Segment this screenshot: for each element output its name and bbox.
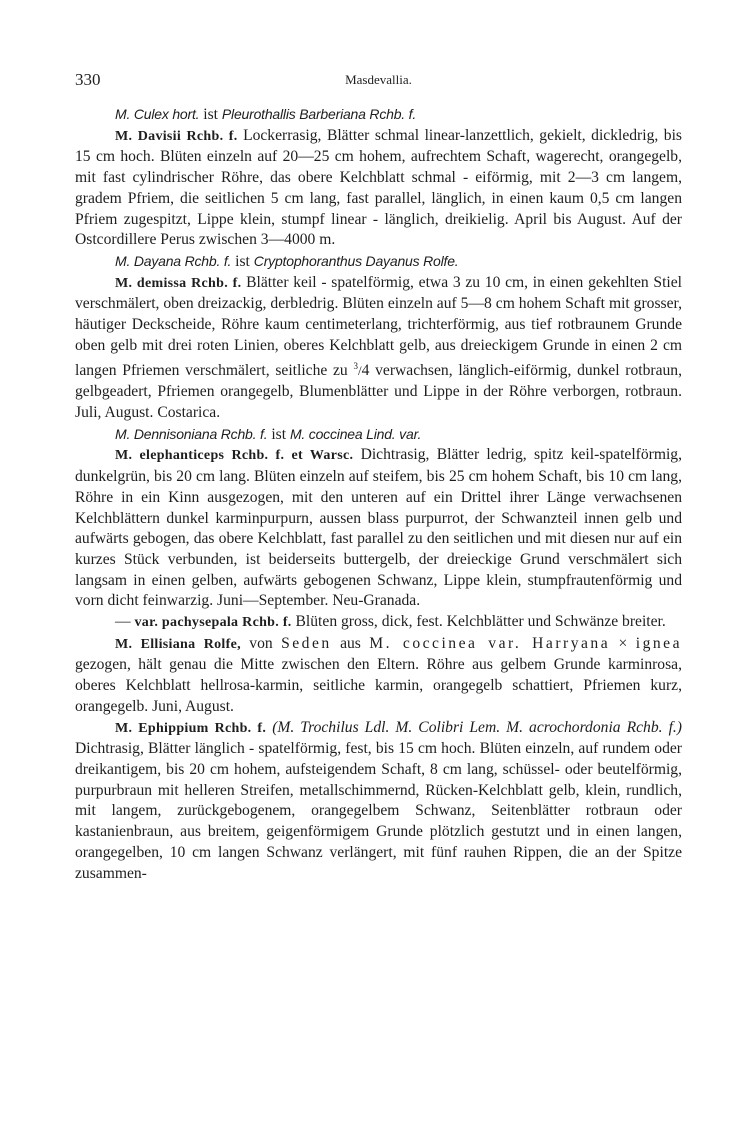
species-name: M. Ellisiana Rolfe, — [115, 636, 241, 652]
running-title: Masdevallia. — [345, 72, 412, 87]
species-description: Lockerrasig, Blätter schmal linear-lanzettlich, gekielt, dickledrig, bis 15 cm hoch. Blüten einzeln auf 20—25 cm hohem, aufrechtem Schaft, wagerecht, orangegelb, mit fast cylindrischer Röhre, das obere Kelchblatt schmal - eiförmig, mit 2—3 cm langem, gradem Pfriem, die seitlichen 5 cm lang, fast parallel, länglich, in einen kaum 0,5 cm langen Pfriem zugespitzt, Lippe klein, stumpf linear - länglich, dreikielig. April bis August. Auf der Ostcordillere Perus zwischen 3—4000 m. — [75, 126, 682, 249]
synonym-name: Cryptophoranthus Dayanus Rolfe. — [253, 252, 459, 269]
variety-description: Blüten gross, dick, fest. Kelchblätter und Schwänze breiter. — [295, 613, 666, 631]
parent-species: M. coccinea var. Harryana — [369, 634, 611, 652]
synonym-name: Pleurothallis Barberiana Rchb. f. — [221, 106, 417, 122]
body-text — [75, 104, 682, 884]
species-name: M. Dayana Rchb. f. — [115, 252, 232, 269]
synonym-name: M. coccinea Lind. var. — [289, 425, 422, 442]
synonym-list: (M. Trochilus Ldl. M. Colibri Lem. M. acrochordonia Rchb. f.) — [272, 718, 682, 736]
species-description: Dichtrasig, Blätter ledrig, spitz keil-spatelförmig, dunkelgrün, bis 20 cm lang. Blüten einzeln auf steifem, bis 25 cm hohem Schaft, bis 10 cm lang, Röhre in ein Kinn ausgezogen, mit den unteren auf ein Drittel ihrer Länge verwachsenen Kelchblättern dunkel karminpurpurn, aussen blass purpurrot, der Schwanzteil innen gelb und aufwärts gebogen, das obere Kelchblatt, fast parallel zu den seitlichen und mit diesen nur auf ein kurzes Stück verbunden, ist beiderseits buttergelb, der dreieckige Grund verschmälert sich langsam in einen gelben, aufwärts gebogenen Schwanz, Lippe klein, stumpfrautenförmig und vorn dicht feinwarzig. Juni—September. Neu-Granada. — [75, 446, 682, 610]
page-number: 330 — [75, 70, 101, 89]
connector-word: von — [249, 634, 273, 652]
species-name: M. Davisii Rchb. f. — [115, 128, 238, 144]
parent-species: ignea — [635, 634, 683, 652]
species-description: Dichtrasig, Blätter länglich - spatelförmig, fest, bis 15 cm hoch. Blüten einzeln, auf rundem oder dreikantigem, bis 20 cm hohem, aufsteigendem Schaft, 8 cm lang, schüssel- oder beutelförmig, purpurbraun mit helleren Streifen, metallschimmernd, Rücken-Kelchblatt gelb, klein, rundlich, mit langem, zurückgebogenem, orangegelbem Schwanz, Seitenblätter rotbraun oder kastanienbraun, aus breitem, geigenförmigem Grunde plötzlich gestutzt und in einen langen, orangegelben, 10 cm langen Schwanz verlängert, mit fünf rauhen Rippen, die an der Spitze zusammen- — [75, 740, 682, 882]
species-name: M. Ephippium Rchb. f. — [115, 720, 267, 736]
variety-name: var. pachysepala Rchb. f. — [134, 615, 292, 631]
entry-demissa — [75, 273, 682, 424]
hybrid-cross-symbol: × — [618, 634, 628, 652]
entry-elephanticeps — [75, 445, 682, 612]
species-description: gezogen, hält genau die Mitte zwischen den Eltern. Röhre aus gelbem Grunde karminrosa, oberes Kelchblatt hellrosa-karmin, seitliche karmin, orangegelb schattiert, Pfriemen kurz, orangegelb. Juni, August. — [75, 656, 682, 715]
connector-word: ist — [235, 252, 250, 270]
variety-dash: — — [115, 613, 131, 631]
entry-dayana — [75, 251, 682, 273]
fraction-denominator: 4 — [361, 362, 370, 380]
fraction-slash: / — [357, 363, 362, 379]
species-name: M. Dennisoniana Rchb. f. — [115, 425, 268, 442]
fraction-numerator: 3 — [353, 361, 358, 372]
species-name: M. demissa Rchb. f. — [115, 275, 242, 291]
entry-dennisoniana — [75, 424, 682, 446]
species-description-continued: verwachsen, länglich-eiförmig, dunkel rotbraun, gelbgeadert, Pfriemen orangegelb, Blumenblätter und Lippe in der Röhre verborgen, rotbraun. Juli, August. Costarica. — [75, 362, 682, 422]
breeder-name: Seden — [281, 634, 332, 652]
page-header — [75, 66, 682, 92]
entry-ellisiana — [75, 634, 682, 718]
species-description: Blätter keil - spatelförmig, etwa 3 zu 10 cm, in einen gekehlten Stiel verschmälert, oben dreizackig, derbledrig. Blüten einzeln auf 5—8 cm hohem Schaft mit grosser, häutiger Deckscheide, Röhre kaum centimeterlang, trichterförmig, aus tief rotbraunem Grunde oben gelb mit drei roten Linien, oberes Kelchblatt gelb, aus dreieckigem Grunde in einen 2 cm langen Pfriemen verschmälert, seitliche zu — [75, 273, 682, 380]
entry-davisii — [75, 126, 682, 251]
entry-pachysepala — [75, 612, 682, 634]
connector-word: ist — [203, 106, 218, 123]
species-name: M. elephanticeps Rchb. f. et Warsc. — [115, 448, 354, 464]
connector-word: aus — [340, 634, 361, 652]
connector-word: ist — [271, 425, 287, 443]
entry-culex — [75, 104, 682, 126]
entry-ephippium — [75, 718, 682, 885]
species-name: M. Culex hort. — [115, 106, 200, 122]
